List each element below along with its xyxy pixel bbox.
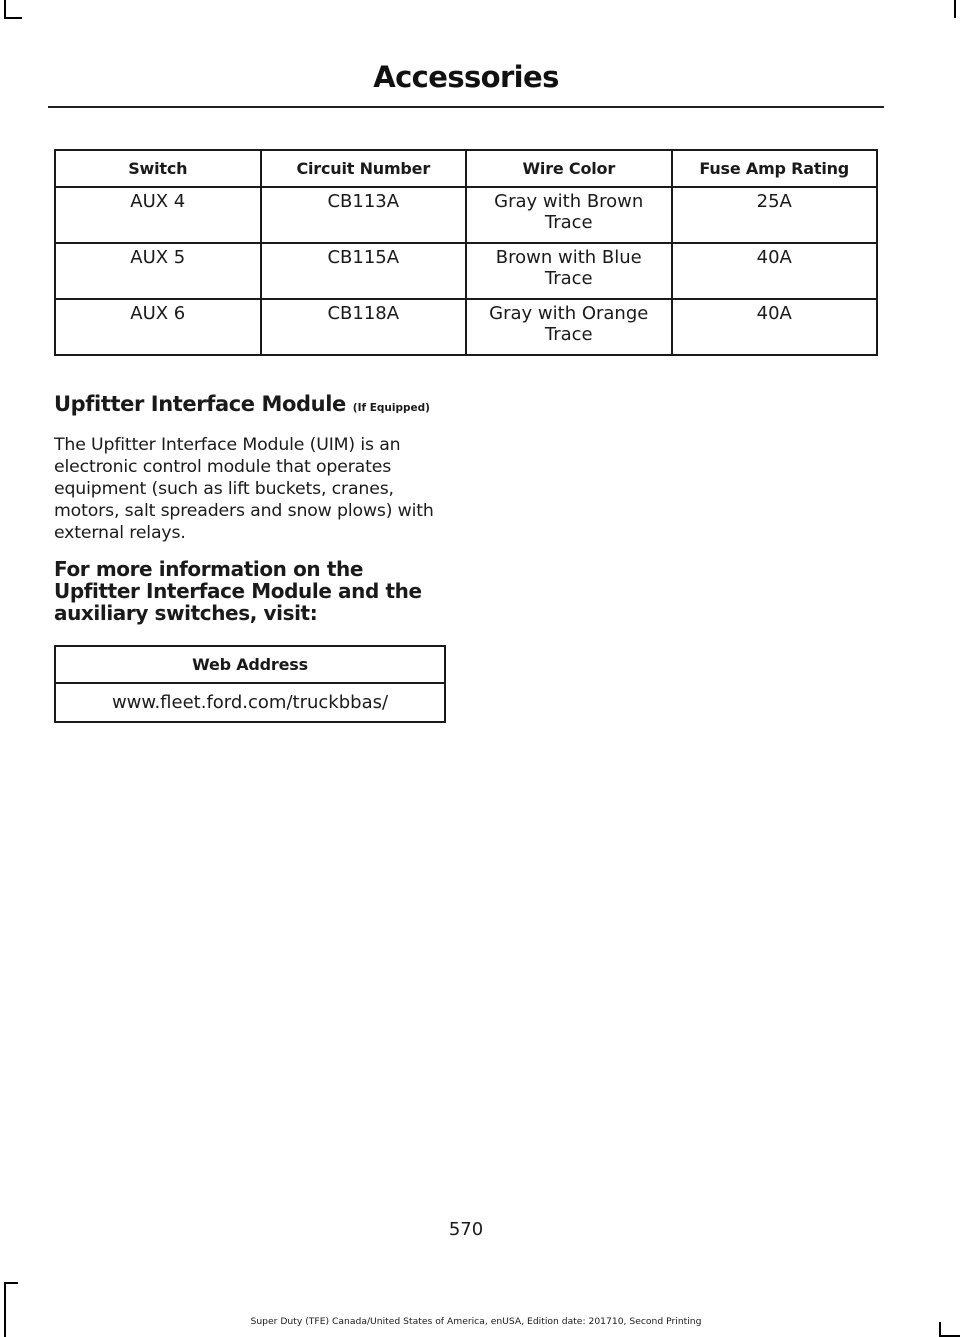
- page-title: Accessories: [373, 60, 559, 94]
- web-address-cell[interactable]: www.fleet.ford.com/truckbbas/: [55, 683, 445, 722]
- wire-color-cell: [466, 187, 672, 243]
- wire-color-cell: [466, 299, 672, 355]
- table-row: [55, 299, 877, 355]
- wire-color-line: Trace: [544, 268, 593, 289]
- crop-mark-top-left-horizontal: [4, 17, 22, 19]
- wire-color-line: Trace: [544, 212, 593, 233]
- table-header-row: [55, 150, 877, 187]
- switch-cell: AUX 6: [55, 299, 261, 355]
- column-header-wire-color: Wire Color: [466, 150, 672, 187]
- circuit-cell: CB115A: [261, 243, 467, 299]
- wire-color-line: Gray with Brown: [494, 191, 644, 212]
- page-header: [48, 60, 884, 94]
- crop-mark-top-left-vertical: [4, 0, 6, 18]
- circuit-cell: CB118A: [261, 299, 467, 355]
- wire-color-cell: [466, 243, 672, 299]
- aux-switch-fuse-table: [54, 149, 878, 356]
- table-row: [55, 187, 877, 243]
- column-header-circuit-number: Circuit Number: [261, 150, 467, 187]
- wire-color-line: Trace: [544, 324, 593, 345]
- fuse-rating-cell: 40A: [672, 243, 878, 299]
- body-paragraph: The Upfitter Interface Module (UIM) is an electronic control module that operates equipment (such as lift buckets, cranes, motors, salt spreaders and snow plows) with external relays.: [54, 435, 434, 543]
- header-rule: [48, 106, 884, 108]
- if-equipped-note: (If Equipped): [352, 402, 430, 414]
- table-row: [55, 243, 877, 299]
- section-heading-text: Upfitter Interface Module: [54, 392, 346, 416]
- column-header-fuse-amp-rating: Fuse Amp Rating: [672, 150, 878, 187]
- crop-mark-bottom-left-horizontal: [4, 1282, 18, 1284]
- section-heading: [54, 392, 474, 416]
- switch-cell: AUX 4: [55, 187, 261, 243]
- footer-edition-info: Super Duty (TFE) Canada/United States of America, enUSA, Edition date: 201710, Second Printing: [250, 1316, 702, 1327]
- circuit-cell: CB113A: [261, 187, 467, 243]
- web-address-table: [54, 645, 446, 723]
- wire-color-line: Brown with Blue: [495, 247, 642, 268]
- crop-mark-bottom-left-vertical: [4, 1282, 6, 1337]
- page-number: 570: [448, 1219, 484, 1240]
- column-header-web-address: Web Address: [55, 646, 445, 683]
- fuse-rating-cell: 40A: [672, 299, 878, 355]
- crop-mark-top-right: [954, 0, 956, 18]
- wire-color-line: Gray with Orange: [489, 303, 649, 324]
- table-row: [55, 683, 445, 722]
- switch-cell: AUX 5: [55, 243, 261, 299]
- sub-heading: For more information on the Upfitter Interface Module and the auxiliary switches, visit:: [54, 557, 422, 625]
- table-header-row: [55, 646, 445, 683]
- column-header-switch: Switch: [55, 150, 261, 187]
- fuse-rating-cell: 25A: [672, 187, 878, 243]
